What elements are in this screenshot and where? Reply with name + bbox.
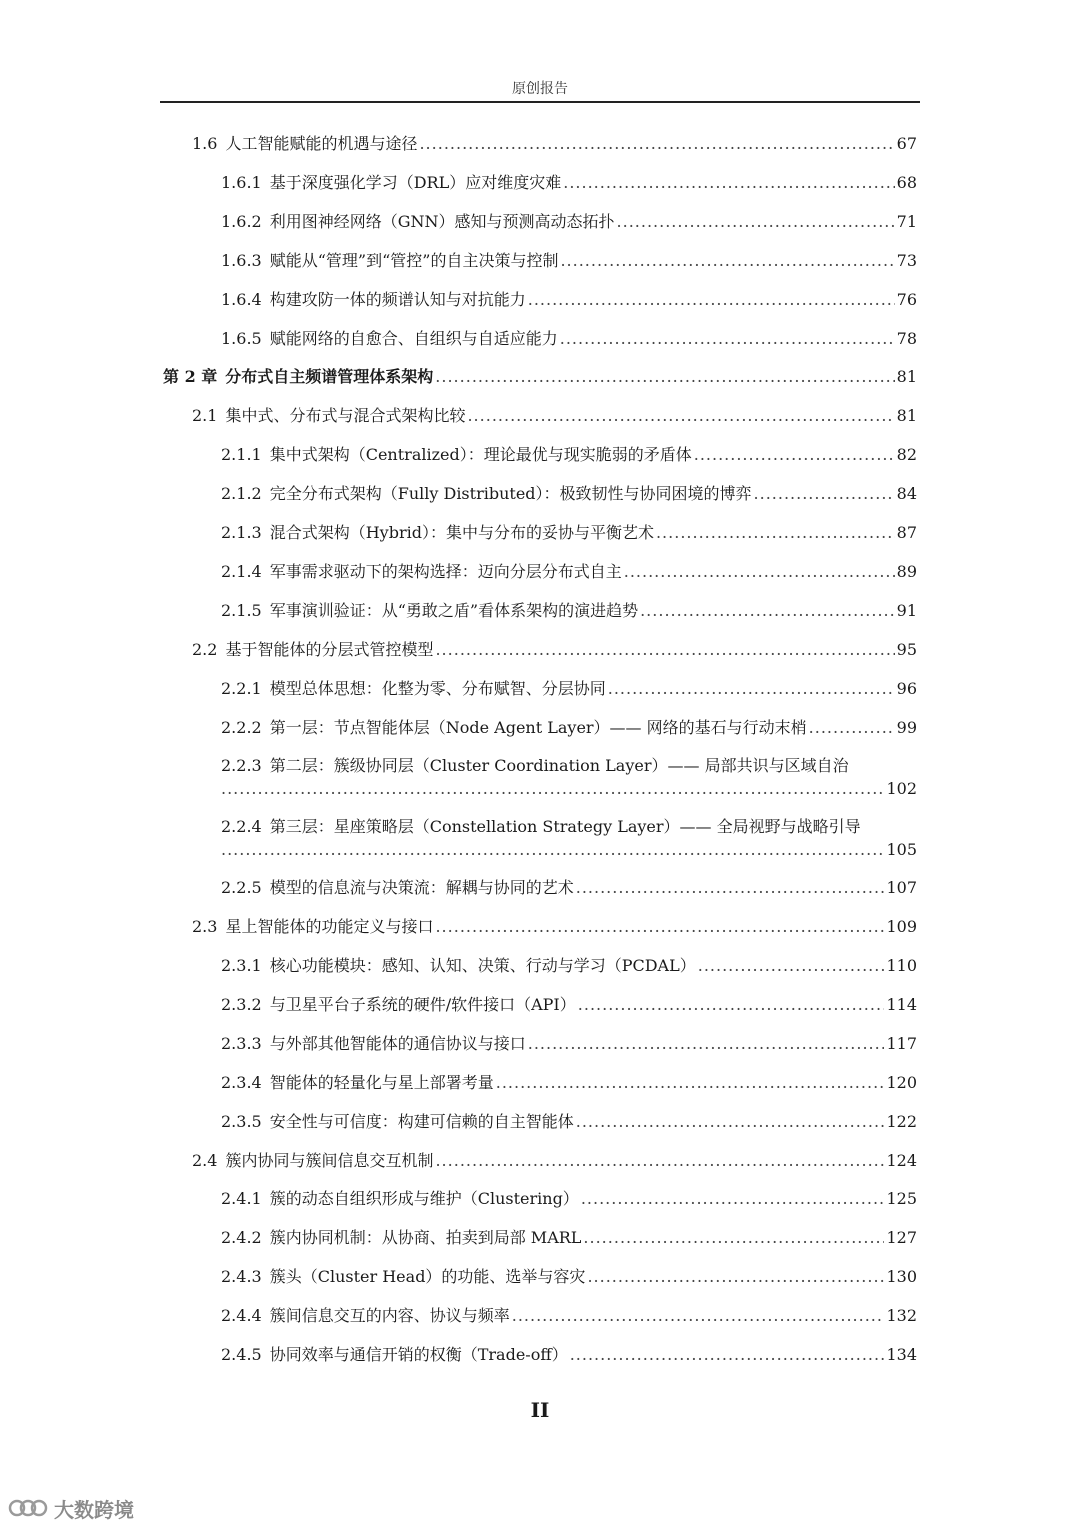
toc-entry-number: 2.1 <box>192 406 218 426</box>
toc-entry-page: 84 <box>896 484 917 504</box>
toc-entry[interactable] <box>221 1187 917 1211</box>
toc-entry[interactable] <box>221 993 917 1017</box>
toc-entry-number: 1.6 <box>192 134 218 153</box>
toc-entry-title: 簇间信息交互的内容、协议与频率 <box>269 1306 510 1326</box>
toc-entry-number: 2.1.2 <box>221 484 262 504</box>
toc-entry-page: 120 <box>886 1072 917 1092</box>
toc-entry-number: 2.4.1 <box>221 1189 262 1209</box>
toc-entry-page: 130 <box>886 1267 917 1287</box>
toc-entry-title: 基于深度强化学习（DRL）应对维度灾难 <box>269 172 562 192</box>
toc-chapter-entry[interactable] <box>163 365 917 389</box>
toc-entry-page: 124 <box>886 1150 917 1170</box>
toc-entry[interactable] <box>192 638 917 662</box>
toc-entry-title: 集中式、分布式与混合式架构比较 <box>225 406 466 426</box>
toc-entry-page: 76 <box>896 289 917 309</box>
toc-entry-page: 99 <box>896 717 917 737</box>
toc-dot-leader <box>512 1304 885 1328</box>
toc-entry[interactable] <box>221 1226 917 1250</box>
toc-entry-title: 核心功能模块：感知、认知、决策、行动与学习（PCDAL） <box>269 956 696 975</box>
toc-dot-leader <box>640 599 895 623</box>
toc-entry-title: 赋能从“管理”到“管控”的自主决策与控制 <box>269 250 559 270</box>
toc-entry[interactable] <box>192 132 917 156</box>
toc-entry-page: 132 <box>886 1306 917 1326</box>
toc-entry-leader <box>221 838 917 862</box>
watermark-logo-icon <box>8 1497 48 1519</box>
toc-entry-page: 107 <box>886 878 917 898</box>
toc-dot-leader <box>563 171 894 195</box>
toc-dot-leader <box>617 210 895 234</box>
toc-entry-number: 1.6.2 <box>221 211 262 231</box>
toc-dot-leader <box>656 521 895 545</box>
toc-entry-title: 混合式架构（Hybrid）：集中与分布的妥协与平衡艺术 <box>269 523 654 542</box>
toc-entry-number: 2.4 <box>192 1150 218 1170</box>
toc-entry[interactable] <box>221 521 917 545</box>
toc-dot-leader <box>419 132 894 156</box>
toc-entry-title: 利用图神经网络（GNN）感知与预测高动态拓扑 <box>269 211 615 231</box>
toc-entry-number: 2.4.4 <box>221 1306 262 1326</box>
toc-entry-page: 81 <box>896 406 917 426</box>
toc-entry-title: 簇的动态自组织形成与维护（Clustering） <box>269 1189 579 1209</box>
toc-dot-leader <box>435 1149 884 1173</box>
toc-entry[interactable] <box>192 915 917 939</box>
toc-entry-page: 87 <box>896 523 917 542</box>
toc-entry-number: 2.3 <box>192 917 218 937</box>
toc-entry-number: 2.3.3 <box>221 1033 262 1053</box>
toc-entry-number: 2.2 <box>192 639 218 659</box>
toc-entry-number: 2.3.5 <box>221 1111 262 1131</box>
toc-entry-page: 117 <box>886 1033 917 1053</box>
toc-entry[interactable] <box>221 210 917 234</box>
toc-entry-title: 安全性与可信度：构建可信赖的自主智能体 <box>269 1111 574 1131</box>
toc-dot-leader <box>694 443 895 467</box>
toc-dot-leader <box>608 677 895 701</box>
toc-dot-leader <box>560 249 894 273</box>
toc-entry[interactable] <box>221 327 917 351</box>
toc-entry-number: 2.1.5 <box>221 600 262 620</box>
toc-entry[interactable] <box>221 1343 917 1367</box>
toc-entry-number: 2.1.1 <box>221 445 262 465</box>
toc-entry-title: 分布式自主频谱管理体系架构 <box>225 367 434 387</box>
toc-entry-title: 军事需求驱动下的架构选择：迈向分层分布式自主 <box>269 561 622 581</box>
toc-entry[interactable] <box>221 1265 917 1289</box>
toc-entry-title: 构建攻防一体的频谱认知与对抗能力 <box>269 289 526 309</box>
toc-entry[interactable] <box>221 815 917 839</box>
toc-entry-title: 军事演训验证：从“勇敢之盾”看体系架构的演进趋势 <box>269 600 639 620</box>
toc-entry-page: 114 <box>886 994 917 1014</box>
toc-entry[interactable] <box>221 443 917 467</box>
toc-entry-number: 2.1.3 <box>221 523 262 542</box>
toc-entry-page: 67 <box>896 134 917 153</box>
toc-entry-number: 2.2.5 <box>221 878 262 898</box>
toc-entry[interactable] <box>221 599 917 623</box>
toc-entry-page: 110 <box>886 956 917 975</box>
toc-entry-title: 模型总体思想：化整为零、分布赋智、分层协同 <box>269 678 606 698</box>
toc-dot-leader <box>624 560 895 584</box>
toc-dot-leader <box>576 1110 885 1134</box>
toc-entry[interactable] <box>221 716 917 740</box>
toc-entry-title: 簇内协同机制：从协商、拍卖到局部 MARL <box>269 1228 582 1248</box>
toc-entry-page: 102 <box>886 779 917 799</box>
toc-dot-leader <box>578 993 885 1017</box>
page-number: II <box>530 1398 550 1422</box>
toc-entry[interactable] <box>192 1149 917 1173</box>
toc-entry-title: 人工智能赋能的机遇与途径 <box>225 134 418 153</box>
toc-dot-leader <box>221 838 884 862</box>
toc-entry-title: 第一层：节点智能体层（Node Agent Layer）—— 网络的基石与行动末梢 <box>269 717 807 737</box>
toc-entry-number: 2.4.2 <box>221 1228 262 1248</box>
toc-entry[interactable] <box>221 876 917 900</box>
toc-entry-page: 109 <box>886 917 917 937</box>
toc-entry[interactable] <box>192 404 917 428</box>
toc-dot-leader <box>435 638 894 662</box>
toc-entry-page: 78 <box>896 328 917 348</box>
toc-entry-page: 81 <box>896 367 917 387</box>
toc-dot-leader <box>496 1071 885 1095</box>
toc-entry-title: 簇内协同与簇间信息交互机制 <box>225 1150 434 1170</box>
toc-entry-title: 智能体的轻量化与星上部署考量 <box>269 1072 494 1092</box>
toc-dot-leader <box>528 1032 885 1056</box>
toc-dot-leader <box>576 876 885 900</box>
running-header: 原创报告 <box>512 81 568 97</box>
toc-dot-leader <box>809 716 895 740</box>
toc-entry[interactable] <box>221 560 917 584</box>
watermark-text: 大数跨境 <box>54 1497 134 1522</box>
toc-entry[interactable] <box>221 482 917 506</box>
toc-entry-title: 第三层：星座策略层（Constellation Strategy Layer）—— 全局视野与战略引导 <box>269 817 861 837</box>
toc-entry-title: 集中式架构（Centralized）：理论最优与现实脆弱的矛盾体 <box>269 445 692 465</box>
toc-entry[interactable] <box>221 1304 917 1328</box>
toc-entry-title: 赋能网络的自愈合、自组织与自适应能力 <box>269 328 558 348</box>
toc-entry[interactable] <box>221 954 917 978</box>
toc-dot-leader <box>221 777 884 801</box>
toc-entry-number: 2.3.2 <box>221 994 262 1014</box>
toc-entry-number: 2.4.5 <box>221 1345 262 1364</box>
toc-entry-number: 2.3.1 <box>221 956 262 975</box>
toc-entry-page: 91 <box>896 600 917 620</box>
toc-entry[interactable] <box>221 1071 917 1095</box>
toc-entry-page: 89 <box>896 561 917 581</box>
toc-dot-leader <box>467 404 894 428</box>
toc-entry-title: 第二层：簇级协同层（Cluster Coordination Layer）—— 局部共识与区域自治 <box>269 756 849 776</box>
toc-entry-page: 105 <box>886 840 917 860</box>
toc-entry-title: 星上智能体的功能定义与接口 <box>225 917 434 937</box>
toc-dot-leader <box>528 288 895 312</box>
toc-entry-page: 95 <box>896 639 917 659</box>
toc-entry[interactable] <box>221 1032 917 1056</box>
toc-entry[interactable] <box>221 754 917 778</box>
toc-dot-leader <box>587 1265 884 1289</box>
toc-entry[interactable] <box>221 171 917 195</box>
toc-entry[interactable] <box>221 677 917 701</box>
toc-entry-title: 与卫星平台子系统的硬件/软件接口（API） <box>269 994 576 1014</box>
toc-entry-number: 2.4.3 <box>221 1267 262 1287</box>
toc-entry-title: 簇头（Cluster Head）的功能、选举与容灾 <box>269 1267 586 1287</box>
toc-entry-title: 协同效率与通信开销的权衡（Trade-off） <box>269 1345 568 1364</box>
toc-entry-leader <box>221 777 917 801</box>
header-rule <box>160 101 920 103</box>
toc-entry-title: 与外部其他智能体的通信协议与接口 <box>269 1033 526 1053</box>
toc-entry-number: 第 2 章 <box>163 367 218 387</box>
toc-dot-leader <box>435 365 894 389</box>
toc-entry-number: 2.2.2 <box>221 717 262 737</box>
toc-entry[interactable] <box>221 288 917 312</box>
toc-dot-leader <box>698 954 885 978</box>
toc-entry-page: 71 <box>896 211 917 231</box>
toc-entry-page: 68 <box>896 172 917 192</box>
toc-entry-page: 96 <box>896 678 917 698</box>
toc-entry-page: 82 <box>896 445 917 465</box>
toc-entry-number: 2.1.4 <box>221 561 262 581</box>
toc-entry-page: 127 <box>886 1228 917 1248</box>
toc-dot-leader <box>583 1226 884 1250</box>
toc-entry-number: 1.6.3 <box>221 250 262 270</box>
toc-entry-page: 134 <box>886 1345 917 1364</box>
toc-entry-number: 2.2.4 <box>221 817 262 837</box>
toc-entry-page: 73 <box>896 250 917 270</box>
toc-dot-leader <box>435 915 884 939</box>
toc-entry-number: 1.6.5 <box>221 328 262 348</box>
toc-entry-number: 2.2.3 <box>221 756 262 776</box>
toc-entry-title: 基于智能体的分层式管控模型 <box>225 639 434 659</box>
toc-entry-page: 125 <box>886 1189 917 1209</box>
toc-dot-leader <box>754 482 895 506</box>
toc-entry-title: 模型的信息流与决策流：解耦与协同的艺术 <box>269 878 574 898</box>
toc-dot-leader <box>581 1187 885 1211</box>
toc-entry-number: 2.2.1 <box>221 678 262 698</box>
toc-entry[interactable] <box>221 1110 917 1134</box>
toc-entry-page: 122 <box>886 1111 917 1131</box>
toc-dot-leader <box>560 327 895 351</box>
watermark <box>8 1494 134 1522</box>
toc-entry-number: 1.6.4 <box>221 289 262 309</box>
toc-entry-number: 2.3.4 <box>221 1072 262 1092</box>
toc-dot-leader <box>570 1343 885 1367</box>
toc-entry[interactable] <box>221 249 917 273</box>
toc-entry-number: 1.6.1 <box>221 172 262 192</box>
toc-entry-title: 完全分布式架构（Fully Distributed）：极致韧性与协同困境的博弈 <box>269 484 752 504</box>
